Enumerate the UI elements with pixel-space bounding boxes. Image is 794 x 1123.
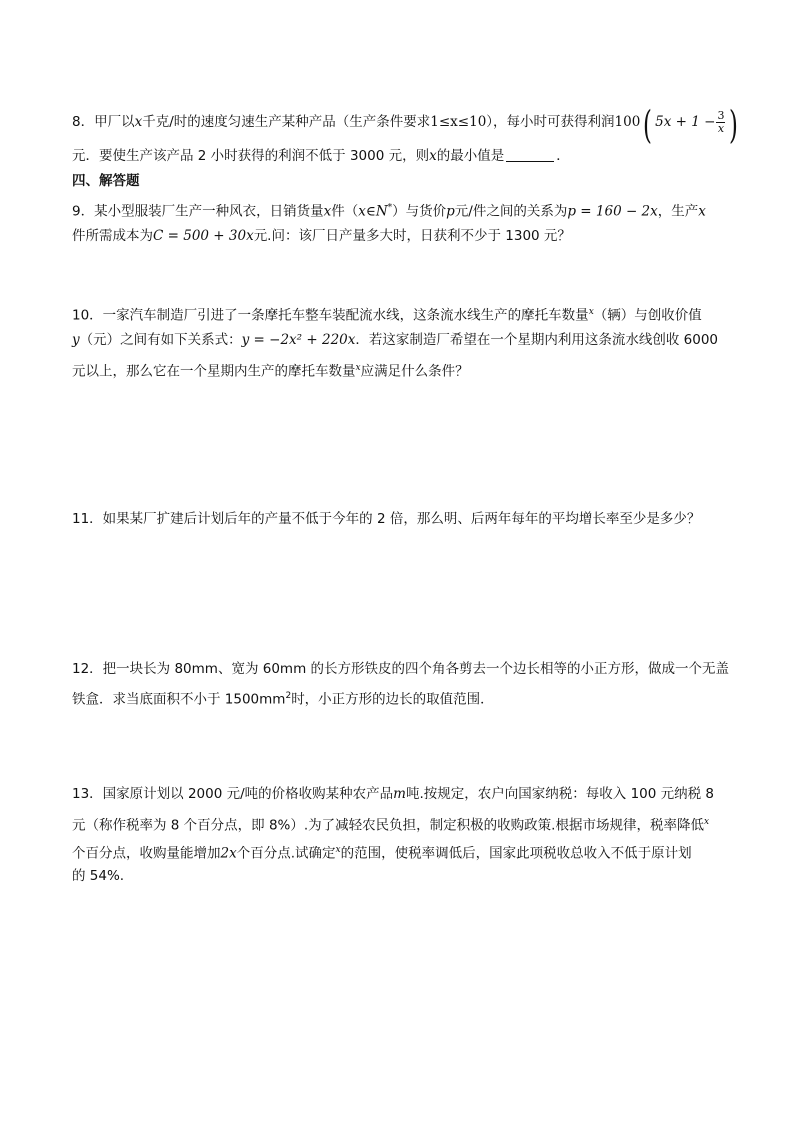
q13-var-2x: 2x [220,845,237,862]
question-10-line-1 [72,302,702,326]
q12-sup: 2 [285,691,292,701]
q9-var-x: x [323,203,332,220]
q12-text-b: 时，小正方形的边长的取值范围． [291,691,494,708]
q10-text-e: 元以上，那么它在一个星期内生产的摩托车数量 [72,363,356,380]
answer-blank[interactable] [506,147,554,162]
q9-cond-sup: * [387,203,393,213]
q10-text-f: 应满足什么条件？ [360,363,469,380]
q10-equation: y = −2x² + 220x [241,332,356,348]
q9-equation-c: C = 500 + 30x [153,228,254,244]
q8-text-c: ），每小时可获得利润 [486,114,615,130]
q13-var-m: m [393,786,406,802]
q9-var-x-2: x [698,203,706,220]
section-heading: 四、解答题 [72,173,140,189]
q9-text-c: ）与货价 [392,203,447,220]
q9-equation-p: p = 160 − 2x [567,203,658,220]
q13-text-a: 13．国家原计划以 2000 元/吨的价格收购某种农产品 [72,786,394,802]
q10-text-b: （辆）与创收价值 [593,307,702,324]
q8-end: ． [556,148,570,164]
q8-text-e: 的最小值是 [436,148,505,164]
q13-var-x: x [703,817,710,827]
q9-text-a: 9．某小型服装厂生产一种风衣，日销货量 [72,203,324,220]
q13-text-f: 的范围，使税率调低后，国家此项税收总收入不低于原计划 [340,845,692,862]
question-11: 11．如果某厂扩建后计划后年的产量不低于今年的 2 倍，那么明、后两年每年的平均增长率至少是多少？ [72,511,701,527]
q13-var-x-2: x [335,845,341,855]
q8-text-d: 元．要使生产该产品 2 小时获得的利润不低于 3000 元，则 [72,148,430,164]
q10-text-d: ．若这家制造厂希望在一个星期内利用这条流水线创收 6000 [355,332,719,348]
q10-var-y: y [72,332,80,348]
q9-text-b: 件（ [331,203,359,220]
right-paren-icon: ) [729,103,739,147]
question-12-line-1: 12．把一块长为 80mm、宽为 60mm 的长方形铁皮的四个角各剪去一个边长相等的小正方形，做成一个无盖 [72,661,730,677]
q8-fraction [716,110,725,135]
q13-text-e: 个百分点.试确定 [236,845,336,862]
question-10-line-3 [72,358,469,382]
question-13-line-4: 的 54%. [72,868,125,884]
question-10-line-2 [72,330,718,350]
question-13-line-3 [72,840,692,864]
q13-text-b: 吨.按规定，农户向国家纳税：每收入 100 元纳税 8 [405,786,715,802]
q8-frac-denominator: x [717,121,725,135]
question-9-line-1 [72,198,706,222]
q10-text-a: 10．一家汽车制造厂引进了一条摩托车整车装配流水线，这条流水线生产的摩托车数量 [72,307,589,324]
q8-text-b: 千克/时的速度匀速生产某种产品（生产条件要求 [142,114,431,130]
q8-frac-numerator: 3 [717,108,725,122]
q10-text-c: （元）之间有如下关系式： [79,332,242,348]
left-paren-icon: ( [643,103,653,147]
q10-var-x: x [588,307,594,317]
q8-profit-inner: 5x + 1 − [655,114,716,130]
question-8-line-2 [72,146,570,166]
q9-text-g: 元.问：该厂日产量多大时，日获利不少于 1300 元？ [253,228,571,244]
question-13-line-1 [72,784,714,804]
question-8-line-1 [72,103,741,147]
q8-var-x-2: x [429,148,437,164]
q9-var-p: p [446,203,455,220]
q9-text-d: 元/件之间的关系为 [454,203,568,220]
q8-profit-coef: 100 [614,114,641,130]
question-12-line-2 [72,686,494,710]
q12-text-a: 铁盒．求当底面积不小于 1500mm [72,691,286,708]
q9-condition: x∈N [358,203,388,220]
question-9-line-2 [72,226,571,246]
q8-text-a: 8．甲厂以 [72,114,135,130]
q8-condition: 1≤x≤10 [430,114,487,130]
q8-var-x: x [134,114,143,130]
q13-text-c: 元（称作税率为 8 个百分点，即 8%）.为了减轻农民负担，制定积极的收购政策.根据市场规律，税率降低 [72,817,704,834]
q9-text-e: ，生产 [657,203,699,220]
q9-text-f: 件所需成本为 [72,228,153,244]
q10-var-x-2: x [355,363,361,373]
q13-text-d: 个百分点，收购量能增加 [72,845,221,862]
question-13-line-2 [72,812,709,836]
